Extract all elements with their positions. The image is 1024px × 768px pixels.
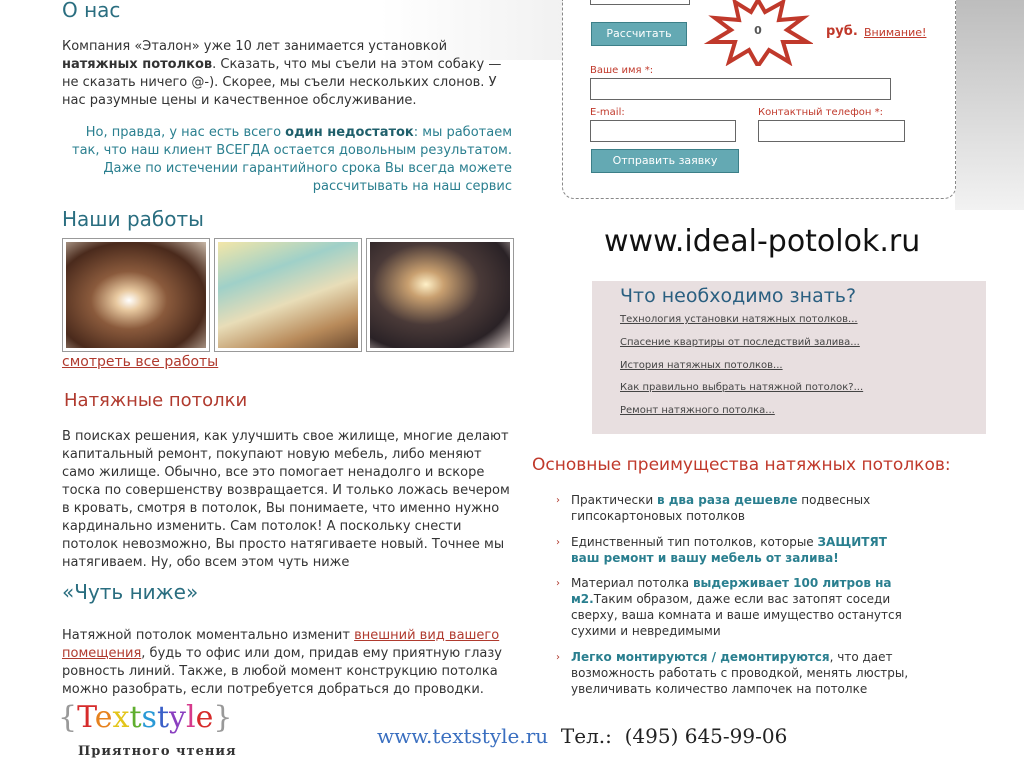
footer-url-link[interactable]: www.textstyle.ru bbox=[377, 724, 549, 748]
logo-letter: x bbox=[112, 700, 130, 735]
logo-letter: e bbox=[94, 700, 113, 735]
logo-letter: e bbox=[195, 700, 214, 735]
advantage-item: › Материал потолка выдерживает 100 литров на м2.Таким образом, даже если вас затопят соседи сверху, ваша комната и ваше имущество останутся сухими и невредимыми bbox=[556, 576, 902, 638]
area-input[interactable] bbox=[590, 0, 690, 5]
footer-phone-label: Тел.: bbox=[560, 724, 612, 748]
site-url: www.ideal-potolok.ru bbox=[604, 224, 921, 259]
email-label: E-mail: bbox=[590, 107, 625, 118]
right-decoration bbox=[955, 0, 1024, 210]
faq-title: Что необходимо знать? bbox=[620, 285, 857, 307]
bullet-icon: › bbox=[556, 537, 560, 548]
about-title: О нас bbox=[62, 0, 121, 22]
phone-input[interactable] bbox=[758, 120, 905, 142]
price-value: 0 bbox=[754, 24, 762, 37]
logo-letter: t bbox=[129, 700, 142, 735]
bullet-icon: › bbox=[556, 578, 560, 589]
work-photo-2[interactable] bbox=[214, 238, 362, 352]
logo-brace-close: } bbox=[213, 700, 233, 735]
advantages-title: Основные преимущества натяжных потолков: bbox=[532, 455, 951, 475]
logo-letter: t bbox=[156, 700, 169, 735]
logo-brace-open: { bbox=[58, 700, 78, 735]
textstyle-logo bbox=[58, 700, 232, 735]
faq-link-choosing[interactable]: Как правильно выбрать натяжной потолок?... bbox=[620, 382, 864, 393]
bullet-icon: › bbox=[556, 652, 560, 663]
logo-tagline: Приятного чтения bbox=[78, 744, 237, 759]
logo-letter: l bbox=[185, 700, 196, 735]
work-photo-3[interactable] bbox=[366, 238, 514, 352]
appearance-link[interactable]: внешний вид вашего помещения bbox=[62, 628, 500, 661]
ceilings-title: Натяжные потолки bbox=[64, 390, 248, 411]
faq-link-technology[interactable]: Технология установки натяжных потолков... bbox=[620, 314, 858, 325]
below-title: «Чуть ниже» bbox=[62, 580, 199, 604]
faq-link-flood-rescue[interactable]: Спасение квартиры от последствий залива... bbox=[620, 337, 860, 348]
works-title: Наши работы bbox=[62, 207, 204, 231]
calculate-button[interactable]: Рассчитать bbox=[591, 22, 687, 46]
email-input[interactable] bbox=[590, 120, 736, 142]
about-paragraph: Компания «Эталон» уже 10 лет занимается установкой натяжных потолков. Сказать, что мы съели на этом собаку — не сказать ничего @-). Скорее, мы съели нескольких слонов. У нас разумные цены и качественное обслуживание. bbox=[62, 39, 502, 108]
faq-link-history[interactable]: История натяжных потолков... bbox=[620, 360, 783, 371]
below-text: Натяжной потолок моментально изменит внешний вид вашего помещения, будь то офис или дом, придав ему приятную глазу ровность линий. Также, в любой момент конструкцию потолка можно разобрать, если потребуется добраться до проводки. bbox=[62, 628, 502, 697]
footer-phone: (495) 645-99-06 bbox=[624, 724, 788, 748]
logo-letter: y bbox=[169, 700, 186, 735]
footer-contact bbox=[377, 724, 787, 748]
faq-link-repair[interactable]: Ремонт натяжного потолка... bbox=[620, 405, 775, 416]
submit-request-button[interactable]: Отправить заявку bbox=[591, 149, 739, 173]
advantage-item: › Единственный тип потолков, которые ЗАЩИТЯТ ваш ремонт и вашу мебель от залива! bbox=[556, 535, 887, 565]
phone-label: Контактный телефон *: bbox=[758, 107, 883, 118]
logo-letter: T bbox=[77, 700, 95, 735]
attention-link[interactable]: Внимание! bbox=[864, 26, 927, 39]
logo-letter: s bbox=[141, 700, 157, 735]
see-all-works-link[interactable]: смотреть все работы bbox=[62, 354, 219, 370]
about-disadvantage-text: Но, правда, у нас есть всего один недостаток: мы работаем так, что наш клиент ВСЕГДА остается довольным результатом. Даже по истечении гарантийного срока Вы всегда можете рассчитывать на наш сервис bbox=[72, 125, 512, 194]
advantage-item: › Легко монтируются / демонтируются, что дает возможность работать с проводкой, менять люстры, увеличивать количество лампочек на потолке bbox=[556, 650, 909, 696]
work-photo-1[interactable] bbox=[62, 238, 210, 352]
bullet-icon: › bbox=[556, 495, 560, 506]
currency-label: руб. bbox=[826, 24, 858, 39]
advantage-item: › Практически в два раза дешевле подвесных гипсокартоновых потолков bbox=[556, 493, 871, 523]
name-input[interactable] bbox=[590, 78, 891, 100]
ceilings-text: В поисках решения, как улучшить свое жилище, многие делают капитальный ремонт, покупают новую мебель, либо меняют само жилище. Обычно, все это помогает ненадолго и вскоре тоска по совершенству возвращается. И только ложась вечером в кровать, смотря в потолок, Вы понимаете, что именно нужно кардинально изменить. Сам потолок! А поскольку снести потолок невозможно, Вы просто натягиваете новый. Точнее мы натягиваем. Ну, обо всем этом чуть ниже bbox=[62, 429, 510, 570]
name-label: Ваше имя *: bbox=[590, 65, 654, 76]
